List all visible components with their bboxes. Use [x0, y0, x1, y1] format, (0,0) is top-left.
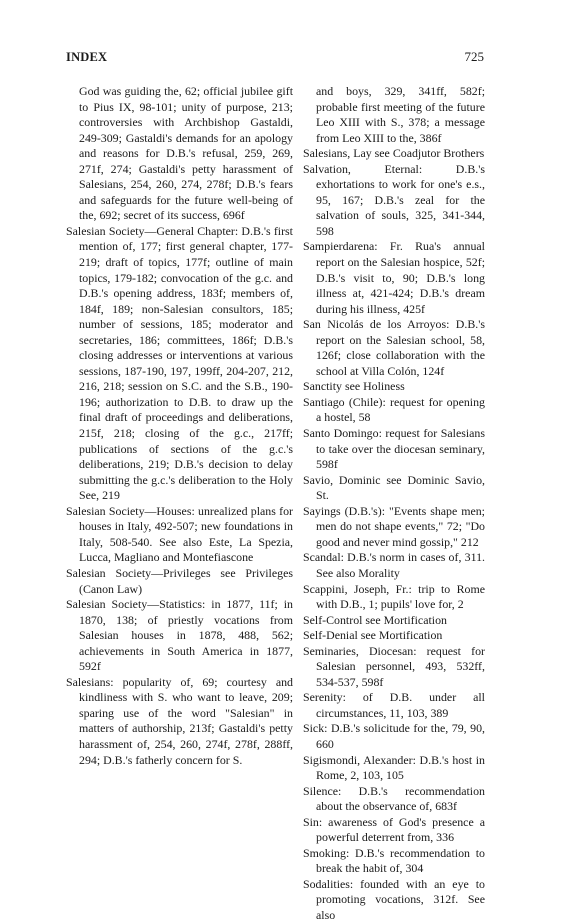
page-number: 725 — [464, 49, 484, 64]
index-entry: Sayings (D.B.'s): "Events shape men; men do not shape events," 72; "Do good and never mind gossip," 212 — [303, 503, 485, 549]
index-entry: Salesian Society—Houses: unrealized plans for houses in Italy, 492-507; new foundations in Italy, 508-540. See also Este, La Spezia, Lucca, Magliano and Montefiascone — [66, 503, 293, 565]
index-entry: Self-Control see Mortification — [303, 612, 447, 627]
index-entry: Santo Domingo: request for Salesians to take over the diocesan seminary, 598f — [303, 426, 485, 472]
index-entry: Savio, Dominic see Dominic Savio, St. — [303, 472, 485, 503]
index-entry: Sampierdarena: Fr. Rua's annual report on the Salesian hospice, 52f; D.B.'s visit to, 90; D.B.'s long illness at, 421-424; D.B.'s dream during his illness, 425f — [303, 239, 485, 316]
index-entry: Serenity: of D.B. under all circumstances, 11, 103, 389 — [303, 690, 485, 720]
index-entry: Sigismondi, Alexander: D.B.'s host in Rome, 2, 103, 105 — [303, 752, 485, 783]
index-entry: God was guiding the, 62; official jubilee gift to Pius IX, 98-101; unity of purpose, 213; controversies with Archbishop Gastaldi, 249-309; Gastaldi's demands for an apology and reasons for D.B.'s refusal, 259, 269, 271f, 274; Gastaldi's petty harassment of Salesians, 254, 260, 274, 278f; D.B.'s fears and safeguards for the future well-being of the, 692; secret of its success, 696f — [79, 84, 293, 223]
index-entry: Scandal: D.B.'s norm in cases of, 311. See also Morality — [303, 550, 485, 580]
index-entry: Salesians, Lay see Coadjutor Brothers — [303, 146, 485, 161]
index-entry: Sanctity see Holiness — [303, 379, 405, 394]
index-column-left — [66, 84, 293, 768]
index-entry: Sodalities: founded with an eye to promoting vocations, 312f. See also — [303, 876, 485, 922]
index-entry: Scappini, Joseph, Fr.: trip to Rome with D.B., 1; pupils' love for, 2 — [303, 581, 485, 612]
index-column-right — [303, 84, 485, 924]
index-entry: Santiago (Chile): request for opening a hostel, 58 — [303, 394, 485, 425]
index-entry: Self-Denial see Mortification — [303, 628, 443, 643]
index-entry: and boys, 329, 341ff, 582f; probable first meeting of the future Leo XIII with S., 378; a message from Leo XIII to the, 386f — [316, 84, 485, 145]
index-entry: Smoking: D.B.'s recommendation to break the habit of, 304 — [303, 845, 485, 876]
index-entry: Salesians: popularity of, 69; courtesy and kindliness with S. who want to leave, 209; sparing use of the word "Salesian" in matters of authorship, 213f; Gastaldi's petty harassment of, 254, 260, 274f, 278f, 288ff, 294; D.B.'s fatherly concern for S. — [66, 674, 293, 767]
running-header-title: INDEX — [66, 50, 108, 64]
index-entry: Salesian Society—General Chapter: D.B.'s first mention of, 177; first general chapter, 177-219; draft of topics, 177f; outline of main topics, 179-182; convocation of the g.c. and D.B.'s opening address, 183f; members of, 184f, 189; non-Salesian consultors, 185; number of sessions, 185; moderator and secretaries, 186; committees, 186f; D.B.'s closing addresses or interventions at various sessions, 187-190, 197, 199ff, 204-207, 212, 216, 218; session on S.C. and the S.B., 190-196; authorization to D.B. to draw up the final draft of proceedings and deliberations, 215f, 218; closing of the g.c., 217ff; publications of sections of the g.c.'s deliberations, 219; D.B.'s decision to delay submitting the g.c.'s deliberation to the Holy See, 219 — [66, 223, 293, 503]
index-entry: Salesian Society—Privileges see Privileges (Canon Law) — [66, 565, 293, 596]
index-entry: Sick: D.B.'s solicitude for the, 79, 90, 660 — [303, 721, 485, 751]
index-entry: San Nicolás de los Arroyos: D.B.'s report on the Salesian school, 58, 126f; close collaboration with the school at Villa Colón, 124f — [303, 317, 485, 378]
index-entry: Sin: awareness of God's presence a powerful deterrent from, 336 — [303, 814, 485, 845]
index-entry: Silence: D.B.'s recommendation about the observance of, 683f — [303, 783, 485, 814]
index-entry: Seminaries, Diocesan: request for Salesian personnel, 493, 532ff, 534-537, 598f — [303, 643, 485, 689]
index-entry: Salesian Society—Statistics: in 1877, 11f; in 1870, 138; of priestly vocations from Salesian houses in 1878, 488, 562; achievements in South America in 1877, 592f — [66, 597, 293, 674]
index-entry: Salvation, Eternal: D.B.'s exhortations to work for one's e.s., 95, 167; D.B.'s zeal for the salvation of souls, 325, 341-344, 598 — [303, 161, 485, 238]
